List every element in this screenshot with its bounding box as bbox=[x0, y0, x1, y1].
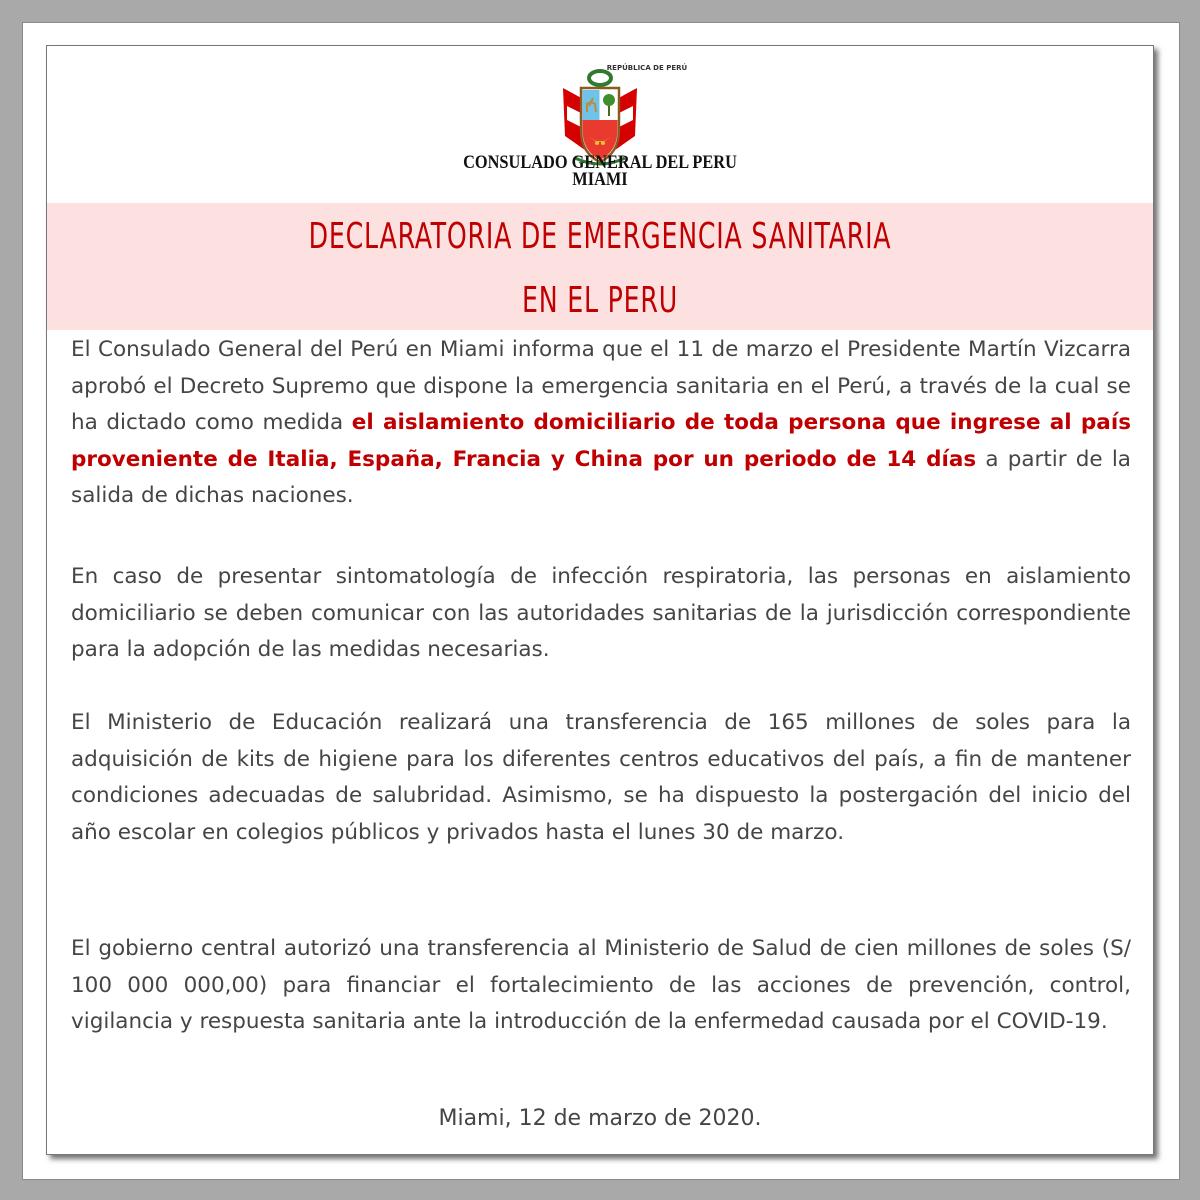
title-line-1: DECLARATORIA DE EMERGENCIA SANITARIA bbox=[308, 216, 892, 257]
consulate-name bbox=[451, 154, 749, 188]
paragraph-1 bbox=[71, 332, 1131, 515]
document-page bbox=[46, 45, 1154, 1155]
title-line-2: EN EL PERU bbox=[522, 280, 678, 321]
paragraph-1-highlight: el aislamiento domiciliario de toda persona que ingrese al país proveniente de Italia, España, Francia y China por un periodo de 14 días bbox=[71, 410, 1131, 472]
paragraph-4: El gobierno central autorizó una transferencia al Ministerio de Salud de cien millones de soles (S/ 100 000 000,00) para financiar el fortalecimiento de las acciones de prevención, control, vigilancia y respuesta sanitaria ante la introducción de la enfermedad causada por el COVID-19. bbox=[71, 936, 1131, 1034]
paragraph-3: El Ministerio de Educación realizará una transferencia de 165 millones de soles para la adquisición de kits de higiene para los diferentes centros educativos del país, a fin de mantener condiciones adecuadas de salubridad. Asimismo, se ha dispuesto la postergación del inicio del año escolar en colegios públicos y privados hasta el lunes 30 de marzo. bbox=[71, 710, 1131, 845]
paragraph-1-text-end: a partir de la salida de dichas naciones. bbox=[71, 446, 1131, 508]
consulate-line-1: CONSULADO GENERAL DEL PERU bbox=[463, 152, 737, 173]
crest-caption: REPÚBLICA DE PERÚ bbox=[606, 64, 688, 72]
paragraph-2: En caso de presentar sintomatología de infección respiratoria, las personas en aislamiento domiciliario se deben comunicar con las autoridades sanitarias de la jurisdicción correspondiente para la adopción de las medidas necesarias. bbox=[71, 564, 1131, 662]
date-line: Miami, 12 de marzo de 2020. bbox=[438, 1106, 762, 1131]
paragraph-1-text: El Consulado General del Perú en Miami informa que el 11 de marzo el Presidente Martín Vizcarra aprobó el Decreto Supremo que dispone la emergencia sanitaria en el Perú, a través de la cual se ha dictado como medida bbox=[71, 337, 1131, 435]
consulate-line-2: MIAMI bbox=[572, 169, 628, 190]
